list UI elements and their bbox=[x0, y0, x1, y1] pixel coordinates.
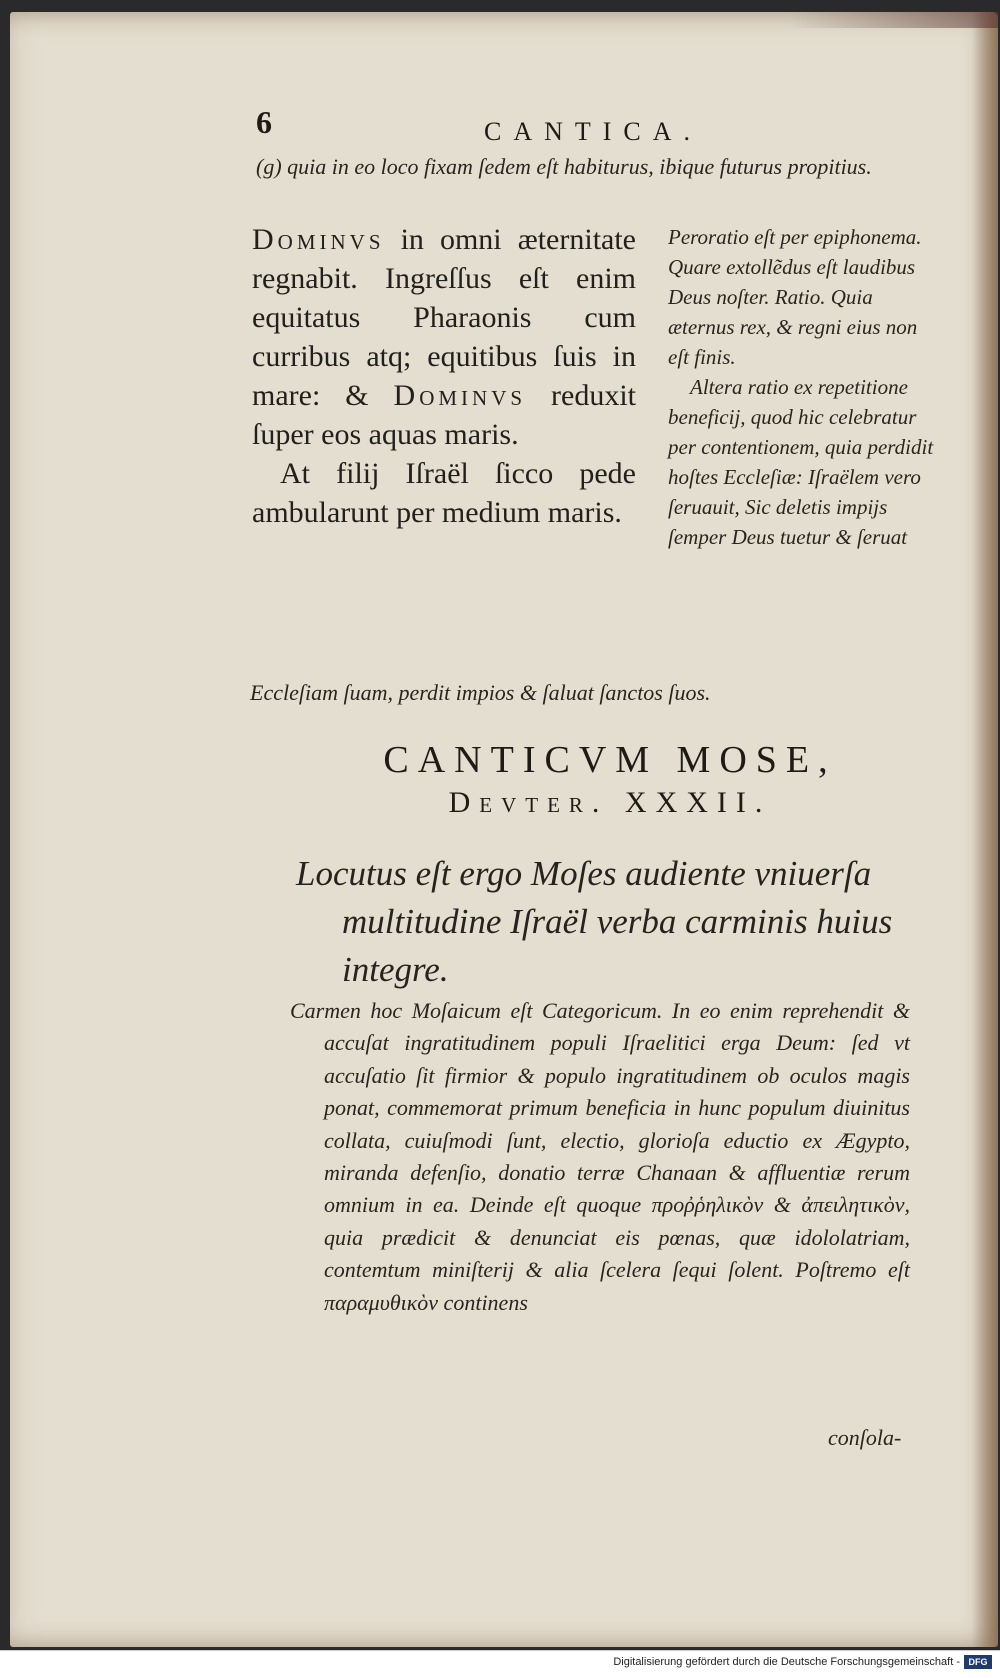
running-head: CANTICA. bbox=[484, 117, 703, 146]
marginal-notes bbox=[668, 222, 940, 552]
page-edge-shadow bbox=[972, 12, 998, 1647]
main-paragraph-1 bbox=[252, 220, 636, 454]
footnote-g: (g) quia in eo loco fixam ſedem eſt habiturus, ibique futurus propitius. bbox=[256, 154, 872, 179]
marginal-note-1: Peroratio eſt per epiphonema. Quare extollẽdus eſt laudibus Deus noſter. Ratio. Quia æternus rex, & regni eius non eſt finis. bbox=[668, 225, 922, 369]
section-subtitle: Devter. XXXII. bbox=[448, 786, 772, 819]
dfg-logo-icon: DFG bbox=[964, 1655, 992, 1669]
catchword: conſola- bbox=[828, 1425, 902, 1450]
verse-text: Locutus eſt ergo Moſes audiente vniuerſa multitudine Iſraël verba carminis huius integre. bbox=[296, 854, 893, 989]
dominus-lead-2: Dominvs bbox=[393, 379, 527, 412]
page-top-stain bbox=[788, 12, 998, 28]
page-number: 6 bbox=[256, 104, 272, 140]
main-text-column bbox=[252, 220, 636, 532]
marginal-note-2: Altera ratio ex repetitione beneficij, quod hic celebratur per contentionem, quia perdidit hoſtes Eccleſiæ: Iſraëlem vero ſeruauit, Sic deletis impijs ſemper Deus tuetur & ſeruat bbox=[668, 375, 934, 549]
footer-credit: Digitalisierung gefördert durch die Deutsche Forschungsgemeinschaft - bbox=[613, 1656, 960, 1668]
marginal-note-continuation: Eccleſiam ſuam, perdit impios & ſaluat ſanctos ſuos. bbox=[250, 680, 711, 705]
main-paragraph-1-text-a: in omni æternitate regnabit. Ingreſſus eſt enim equitatus Pharaonis cum curribus atq; equitibus ſuis in mare: & bbox=[252, 223, 636, 412]
footer-bar bbox=[0, 1650, 1000, 1678]
commentary-text: Carmen hoc Moſaicum eſt Categoricum. In eo enim reprehendit & accuſat ingratitudinem populi Iſraelitici erga Deum: ſed vt accuſatio ſit firmior & populo ingratitudinem ob oculos magis ponat, commemorat primum beneficia in hunc populum diuinitus collata, cuiuſmodi ſunt, electio, glorioſa eductio ex Ægypto, miranda defenſio, donatio terræ Chanaan & affluentiæ rerum omnium in ea. Deinde eſt quoque προῤῥηλικὸν & ἀπειλητικὸν, quia prædicit & denunciat eis pœnas, quæ idololatriam, contemtum miniſterij & alia ſcelera ſequi ſolent. Poſtremo eſt παραμυθικὸν continens bbox=[290, 998, 910, 1315]
section-title: CANTICVM MOSE, bbox=[383, 739, 837, 781]
main-paragraph-1-text-b: reduxit ſuper eos aquas maris. bbox=[252, 379, 636, 451]
main-paragraph-2: At filij Iſraël ſicco pede ambularunt per medium maris. bbox=[252, 457, 636, 529]
dominus-lead: Dominvs bbox=[252, 223, 385, 256]
